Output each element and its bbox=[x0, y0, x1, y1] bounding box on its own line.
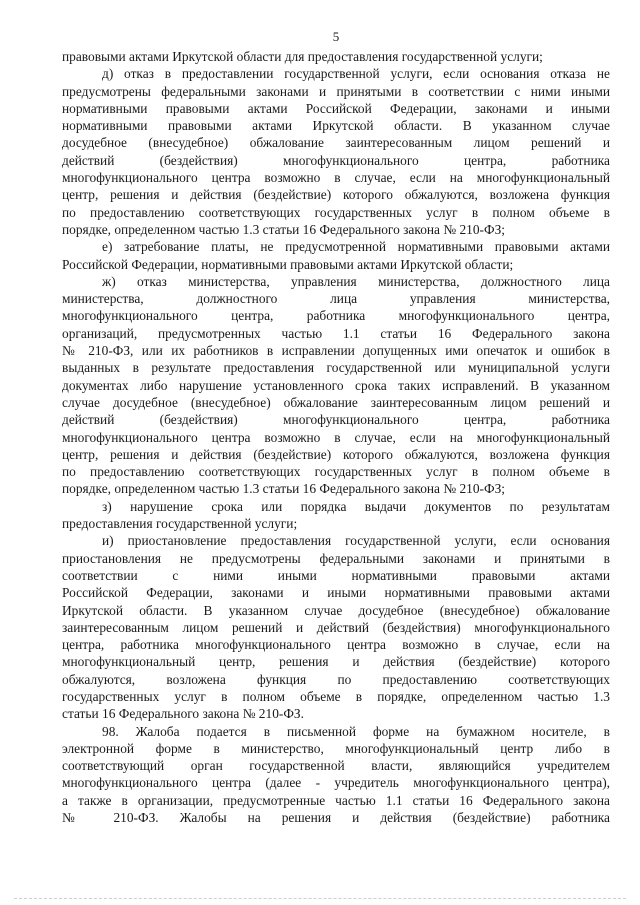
text-line: заинтересованным лицом решений и действий (бездействия) многофункционального bbox=[62, 619, 610, 635]
text-line: Российской Федерации, законами и иными нормативными правовыми актами bbox=[62, 585, 610, 601]
text-line: з) нарушение срока или порядка выдачи документов по результатам bbox=[102, 498, 610, 514]
text-line: е) затребование платы, не предусмотренной нормативными правовыми актами bbox=[102, 239, 610, 255]
text-line: по предоставлению соответствующих государственных услуг в полном объеме в bbox=[62, 204, 610, 220]
text-line: предоставления государственной услуги; bbox=[62, 516, 298, 532]
text-line: центр, решения и действия (бездействие) которого обжалуются, возложена функция bbox=[62, 446, 610, 462]
text-line: центр, решения и действия (бездействие) которого обжалуются, возложена функция bbox=[62, 187, 610, 203]
text-line: многофункционального центра возможно в случае, если на многофункциональный bbox=[62, 170, 610, 186]
text-line: действий (бездействия) многофункционального центра, работника bbox=[62, 152, 610, 168]
text-line: государственных услуг в полном объеме в порядке, определенном частью 1.3 bbox=[62, 688, 610, 704]
text-line: ж) отказ министерства, управления министерства, должностного лица bbox=[102, 273, 610, 289]
text-line: случае досудебное (внесудебное) обжалование заинтересованным лицом решений и bbox=[62, 394, 610, 410]
text-line: многофункционального центра, работника многофункционального центра, bbox=[62, 308, 610, 324]
text-line: электронной форме в министерство, многофункциональный центр либо в bbox=[62, 740, 610, 756]
text-line: многофункциональный центр, решения и действия (бездействие) которого bbox=[62, 654, 610, 670]
text-line: документах либо нарушение установленного срока таких исправлений. В указанном bbox=[62, 377, 610, 393]
text-line: соответствии с ними иными нормативными правовыми актами bbox=[62, 567, 610, 583]
text-line: № 210-ФЗ, или их работников в исправлении допущенных ими опечаток и ошибок в bbox=[62, 343, 610, 359]
text-line: предусмотрены федеральными законами и принятыми в соответствии с ними иными bbox=[62, 83, 610, 99]
text-line: Иркутской области. В указанном случае досудебное (внесудебное) обжалование bbox=[62, 602, 610, 618]
text-line: досудебное (внесудебное) обжалование заинтересованным лицом решений и bbox=[62, 135, 610, 151]
text-line: нормативными правовыми актами Иркутской области. В указанном случае bbox=[62, 118, 610, 134]
body-text bbox=[62, 48, 610, 826]
text-line: 98. Жалоба подается в письменной форме на бумажном носителе, в bbox=[102, 723, 610, 739]
text-line: многофункционального центра возможно в случае, если на многофункциональный bbox=[62, 429, 610, 445]
text-line: статьи 16 Федерального закона № 210-ФЗ. bbox=[62, 706, 304, 722]
text-line: правовыми актами Иркутской области для предоставления государственной услуги; bbox=[62, 49, 543, 64]
text-line: выданных в результате предоставления государственной или муниципальной услуги bbox=[62, 360, 610, 376]
text-line: министерства, должностного лица управления министерства, bbox=[62, 291, 610, 307]
scan-edge-divider bbox=[14, 898, 626, 899]
text-line: а также в организации, предусмотренные частью 1.1 статьи 16 Федерального закона bbox=[62, 792, 610, 808]
text-line: нормативными правовыми актами Российской Федерации, законами и иными bbox=[62, 100, 610, 116]
text-line: действий (бездействия) многофункционального центра, работника bbox=[62, 412, 610, 428]
text-line: и) приостановление предоставления государственной услуги, если основания bbox=[102, 533, 610, 549]
page-number: 5 bbox=[332, 29, 340, 44]
text-line: приостановления не предусмотрены федеральными законами и принятыми в bbox=[62, 550, 610, 566]
text-line: д) отказ в предоставлении государственной услуги, если основания отказа не bbox=[102, 66, 610, 82]
text-line: обжалуются, возложена функция по предоставлению соответствующих bbox=[62, 671, 610, 687]
text-line: многофункционального центра (далее - учредитель многофункционального центра), bbox=[62, 775, 610, 791]
text-line: по предоставлению соответствующих государственных услуг в полном объеме в bbox=[62, 464, 610, 480]
text-line: № 210-ФЗ. Жалобы на решения и действия (бездействие) работника bbox=[62, 810, 610, 826]
text-line: порядке, определенном частью 1.3 статьи 16 Федерального закона № 210-ФЗ; bbox=[62, 481, 506, 497]
text-line: порядке, определенном частью 1.3 статьи 16 Федерального закона № 210-ФЗ; bbox=[62, 221, 506, 237]
text-line: организаций, предусмотренных частью 1.1 статьи 16 Федерального закона bbox=[62, 325, 610, 341]
text-line: Российской Федерации, нормативными правовыми актами Иркутской области; bbox=[62, 256, 514, 272]
text-line: соответствующий орган государственной власти, являющийся учредителем bbox=[62, 758, 610, 774]
text-line: центра, работника многофункционального центра возможно в случае, если на bbox=[62, 637, 610, 653]
